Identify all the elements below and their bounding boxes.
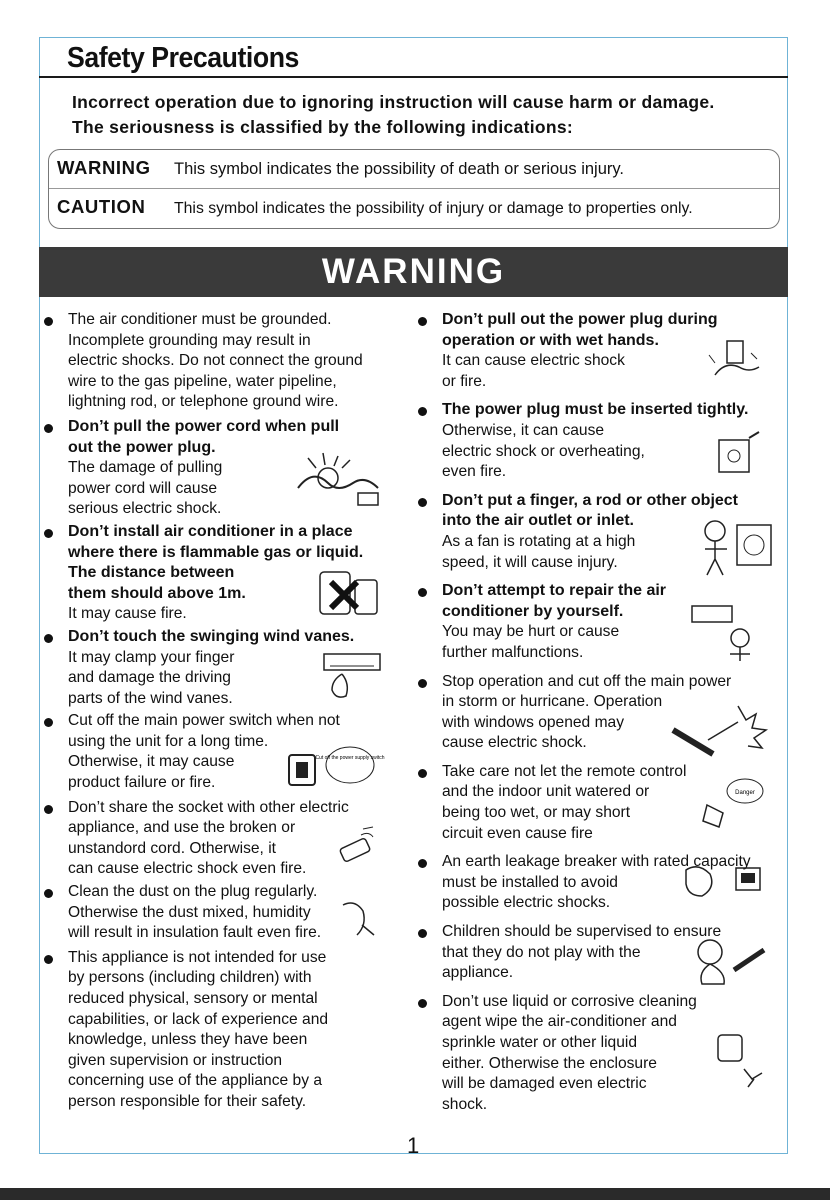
wind-vane-illustration: [322, 650, 384, 706]
item-text-line: It may clamp your finger: [68, 648, 235, 666]
left-column: [44, 310, 416, 1113]
page-title: Safety Precautions: [67, 42, 299, 74]
item-heading-line: out the power plug.: [68, 438, 216, 456]
item-text-line: reduced physical, sensory or mental: [68, 990, 318, 1007]
item-text-line: Otherwise, it can cause: [442, 421, 605, 439]
bullet-dot: [44, 634, 53, 643]
item-text-line: You may be hurt or cause: [442, 623, 620, 641]
item-text-line: It may cause fire.: [68, 605, 187, 623]
bullet-dot: [44, 424, 53, 433]
item-text-line: and the indoor unit watered or: [442, 783, 650, 801]
item-text-line: electric shocks. Do not connect the ground: [68, 352, 363, 370]
item-text-line: appliance, and use the broken or: [68, 819, 296, 837]
item-heading-line: where there is flammable gas or liquid.: [68, 543, 364, 561]
legend-warning-keyword: WARNING: [57, 157, 151, 178]
item-text-line: This appliance is not intended for use: [68, 948, 327, 966]
cleaning-illustration: [710, 1025, 770, 1095]
legend-divider: [49, 188, 779, 189]
bullet-dot: [44, 529, 53, 538]
item-heading-line: The distance between: [68, 564, 235, 582]
item-text-line: Otherwise the dust mixed, humidity: [68, 903, 311, 921]
item-heading-line: Don’t touch the swinging wind vanes.: [68, 627, 355, 645]
item-text-line: or fire.: [442, 372, 487, 390]
item-text-line: lightning rod, or telephone ground wire.: [68, 393, 339, 411]
item-text-line: Don’t use liquid or corrosive cleaning: [442, 992, 697, 1010]
bullet-dot: [418, 407, 427, 416]
item-text-line: Don’t share the socket with other electric: [68, 798, 349, 816]
leakage-breaker-illustration: [680, 858, 770, 906]
bullet-dot: [418, 929, 427, 938]
item-text-line: Children should be supervised to ensure: [442, 923, 722, 941]
intro-line-1: Incorrect operation due to ignoring instruction will cause harm or damage.: [72, 92, 715, 112]
self-repair-illustration: [690, 604, 770, 666]
children-illustration: [690, 930, 772, 988]
item-heading-line: The power plug must be inserted tightly.: [442, 401, 749, 419]
item-text-line: wire to the gas pipeline, water pipeline,: [68, 372, 337, 390]
bullet-dot: [418, 769, 427, 778]
footer-bar: [0, 1188, 830, 1200]
item-heading-line: them should above 1m.: [68, 584, 246, 602]
item-heading-line: Don’t pull the power cord when pull: [68, 417, 340, 435]
bullet-dot: [44, 805, 53, 814]
page-number: 1: [407, 1133, 420, 1158]
warning-banner: WARNING: [39, 247, 788, 297]
item-heading-line: Don’t attempt to repair the air: [442, 582, 667, 600]
item-text-line: serious electric shock.: [68, 500, 222, 518]
bullet-dot: [418, 588, 427, 597]
left-warning-item: [44, 310, 416, 413]
item-text-line: capabilities, or lack of experience and: [68, 1010, 329, 1028]
item-text-line: Clean the dust on the plug regularly.: [68, 883, 318, 901]
bullet-dot: [418, 859, 427, 868]
plug-inserted-illustration: [713, 428, 763, 478]
item-text-line: Take care not let the remote control: [442, 762, 687, 780]
item-text-line: possible electric shocks.: [442, 894, 611, 912]
item-text-line: must be installed to avoid: [442, 873, 618, 891]
dusty-plug-illustration: [338, 895, 380, 943]
item-heading-line: operation or with wet hands.: [442, 331, 659, 349]
bullet-dot: [44, 317, 53, 326]
item-text-line: either. Otherwise the enclosure: [442, 1054, 657, 1072]
item-text-line: cause electric shock.: [442, 734, 587, 752]
item-heading-line: conditioner by yourself.: [442, 602, 624, 620]
item-text-line: using the unit for a long time.: [68, 732, 269, 750]
item-text-line: person responsible for their safety.: [68, 1092, 307, 1110]
item-text-line: appliance.: [442, 964, 514, 982]
danger-callout-text: Danger: [735, 790, 755, 796]
item-text-line: will result in insulation fault even fire.: [68, 924, 322, 942]
item-text-line: electric shock or overheating,: [442, 442, 645, 460]
item-text-line: Incomplete grounding may result in: [68, 331, 311, 349]
bullet-dot: [44, 718, 53, 727]
item-text-line: Stop operation and cut off the main power: [442, 672, 732, 690]
item-text-line: agent wipe the air-conditioner and: [442, 1013, 677, 1031]
bullet-dot: [418, 317, 427, 326]
legend-warning-row: [57, 157, 624, 179]
item-text-line: unstandord cord. Otherwise, it: [68, 839, 277, 857]
item-text-line: concerning use of the appliance by a: [68, 1072, 323, 1090]
item-text-line: product failure or fire.: [68, 774, 216, 792]
bullet-dot: [418, 498, 427, 507]
item-text-line: power cord will cause: [68, 479, 218, 497]
item-text-line: Otherwise, it may cause: [68, 753, 235, 771]
wet-hands-illustration: [705, 335, 767, 385]
item-heading-line: Don’t install air conditioner in a place: [68, 522, 353, 540]
item-text-line: knowledge, unless they have been: [68, 1031, 308, 1049]
item-text-line: parts of the wind vanes.: [68, 689, 233, 707]
item-text-line: The air conditioner must be grounded.: [68, 311, 332, 328]
item-text-line: being too wet, or may short: [442, 804, 631, 822]
flammable-gas-illustration: [315, 562, 385, 620]
left-warning-item: [44, 948, 416, 1113]
power-switch-illustration: [285, 745, 385, 795]
item-text-line: It can cause electric shock: [442, 352, 625, 370]
socket-illustration: [335, 825, 380, 875]
item-heading-line: Don’t put a finger, a rod or other object: [442, 491, 739, 509]
item-text-line: by persons (including children) with: [68, 969, 312, 987]
item-text-line: given supervision or instruction: [68, 1051, 283, 1069]
item-text-line: The damage of pulling: [68, 459, 223, 477]
intro-line-2: The seriousness is classified by the following indications:: [72, 117, 574, 137]
item-text-line: speed, it will cause injury.: [442, 553, 618, 571]
legend-caution-text: This symbol indicates the possibility of injury or damage to properties only.: [174, 200, 693, 217]
legend-caution-keyword: CAUTION: [57, 196, 146, 217]
bullet-dot: [44, 889, 53, 898]
item-text-line: and damage the driving: [68, 669, 231, 687]
item-text-line: shock.: [442, 1095, 488, 1113]
storm-illustration: [668, 700, 776, 758]
bullet-dot: [44, 955, 53, 964]
bullet-dot: [418, 999, 427, 1008]
item-text-line: even fire.: [442, 463, 507, 481]
pulling-cord-illustration: [288, 448, 388, 518]
item-heading-line: into the air outlet or inlet.: [442, 512, 634, 530]
item-text-line: further malfunctions.: [442, 643, 584, 661]
item-text-line: that they do not play with the: [442, 943, 641, 961]
finger-in-outlet-illustration: [697, 515, 777, 580]
item-text-line: sprinkle water or other liquid: [442, 1034, 638, 1051]
item-text-line: Cut off the main power switch when not: [68, 712, 340, 730]
bullet-dot: [418, 679, 427, 688]
item-text-line: can cause electric shock even fire.: [68, 860, 307, 878]
remote-wet-illustration: [697, 775, 767, 835]
item-text-line: circuit even cause fire: [442, 824, 593, 842]
item-text-line: As a fan is rotating at a high: [442, 532, 636, 550]
item-heading-line: Don’t pull out the power plug during: [442, 311, 718, 328]
legend-warning-text: This symbol indicates the possibility of death or serious injury.: [174, 160, 624, 178]
severity-legend: [48, 149, 780, 229]
item-text-line: will be damaged even electric: [442, 1075, 647, 1093]
item-text-line: with windows opened may: [442, 713, 625, 731]
intro-text: [72, 90, 715, 140]
switch-callout-text: Cut off the power supply switch: [315, 755, 385, 761]
title-rule: [39, 76, 788, 78]
item-text-line: An earth leakage breaker with rated capacity: [442, 853, 751, 871]
legend-caution-row: [57, 196, 693, 218]
item-text-line: in storm or hurricane. Operation: [442, 693, 663, 711]
